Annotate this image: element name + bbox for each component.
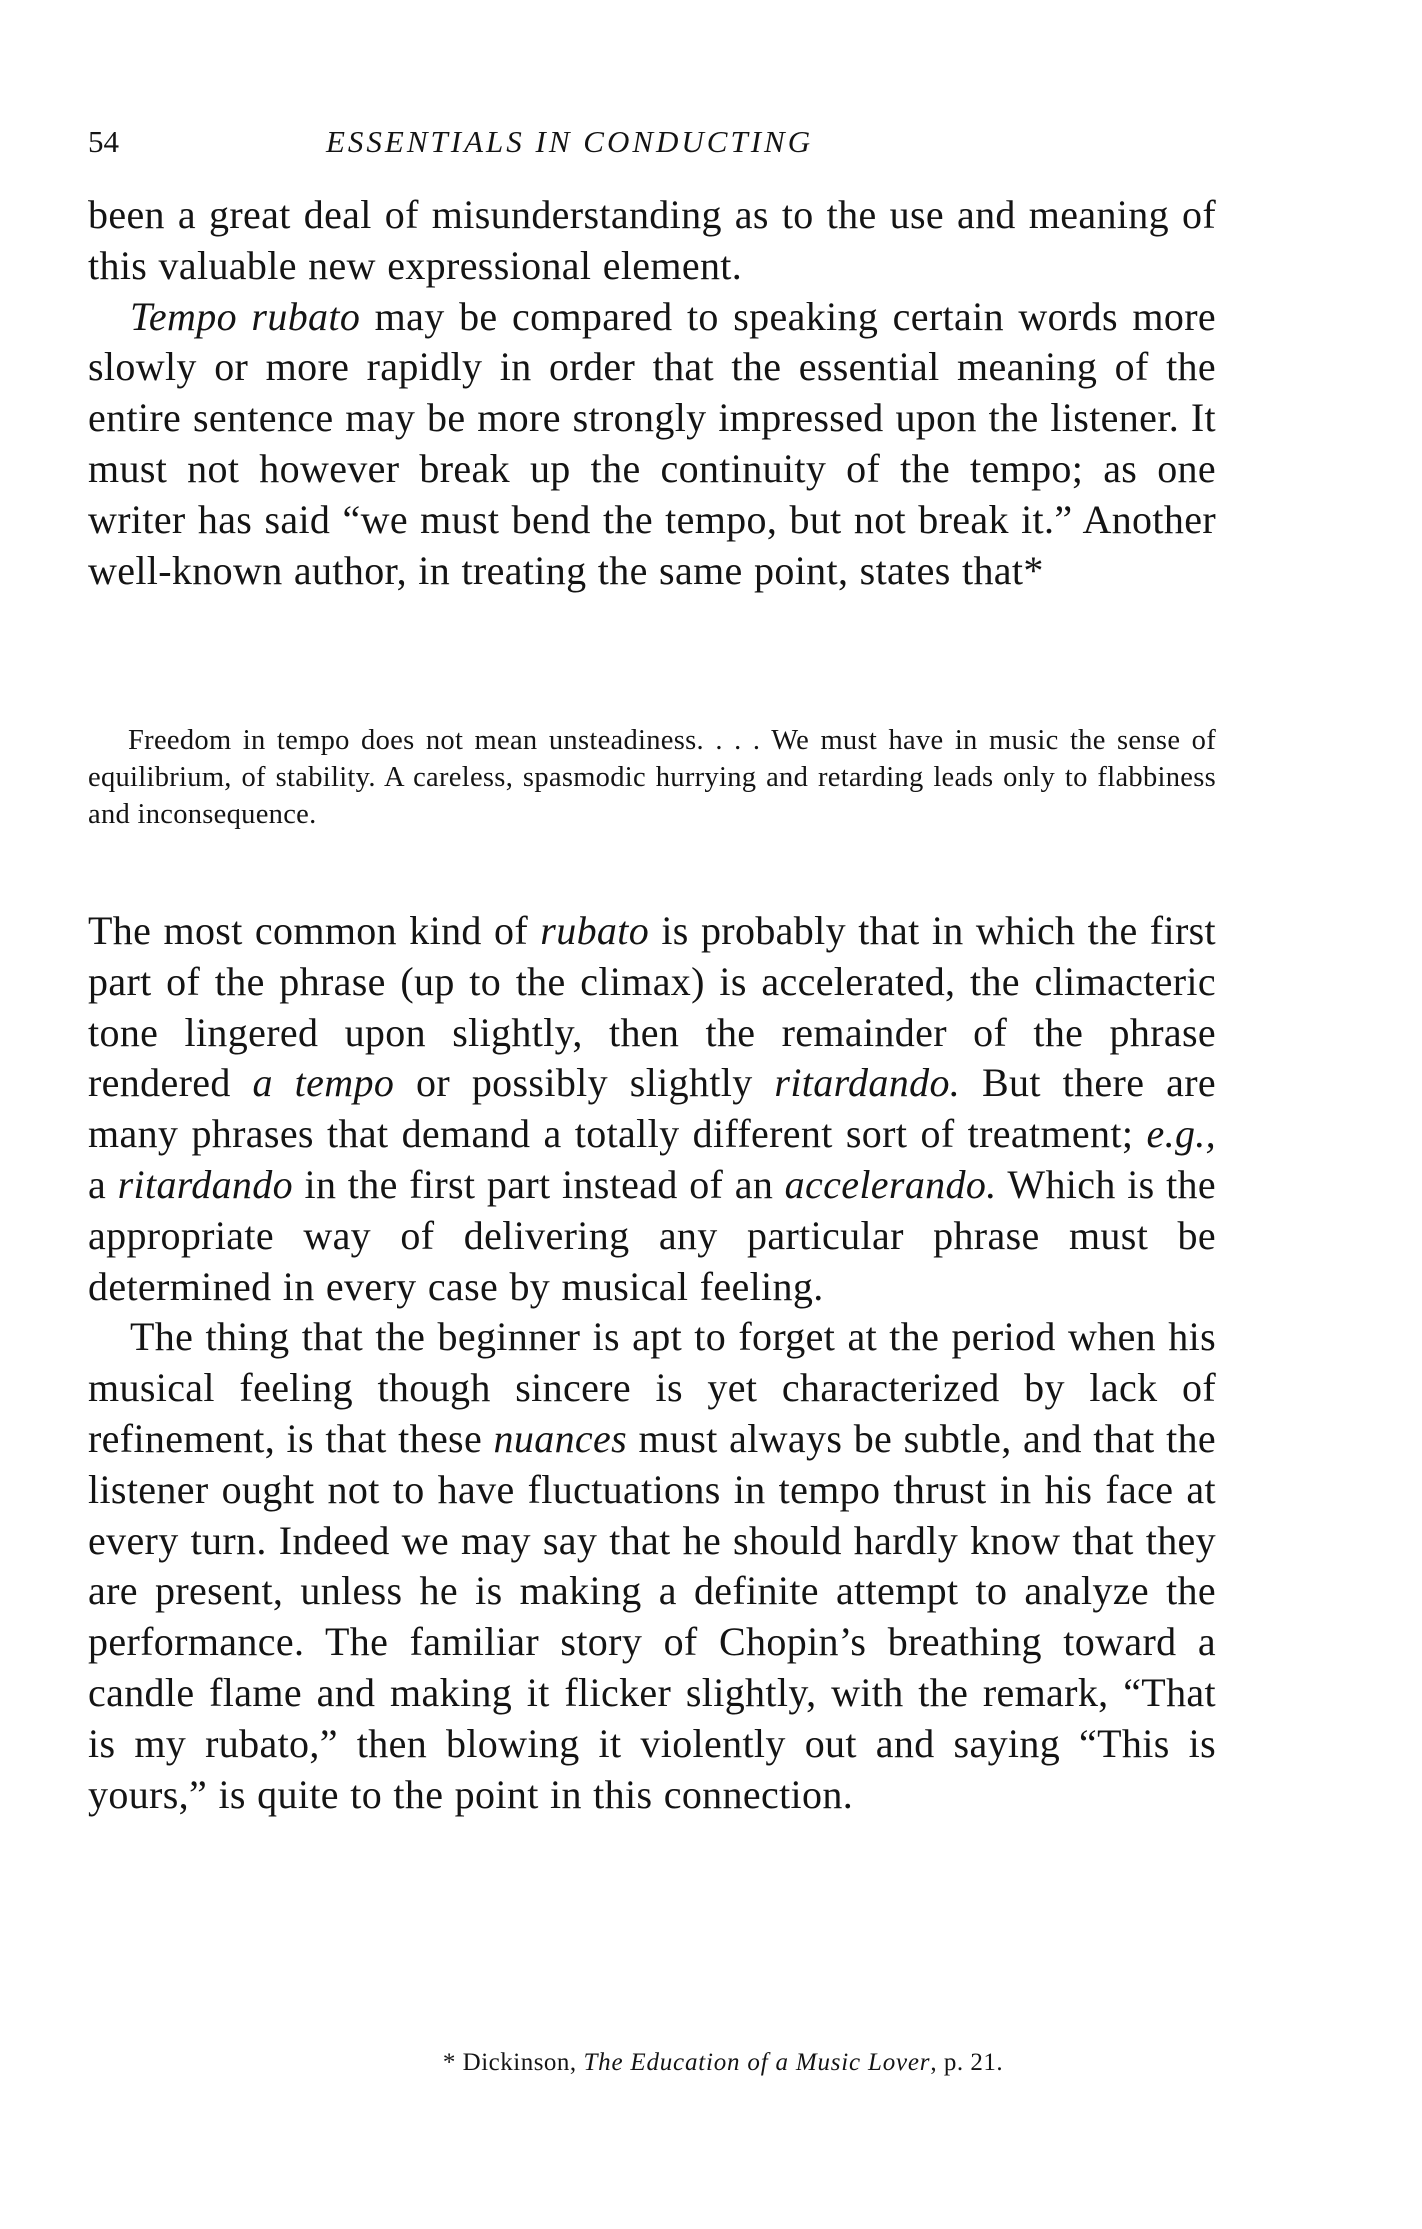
upper-text-block [88,190,1216,596]
italic-term: accelerando. [784,1161,997,1207]
page-number: 54 [88,124,119,159]
italic-term: e.g., [1146,1111,1216,1157]
italic-term: Tempo rubato [130,293,361,339]
paragraph-common-rubato: The most common kind of rubato is probably that in which the first part of the phrase (up to the climax) is accelerated, the climacteric tone lingered upon slightly, then the remainder of the phrase rendered a tempo or possibly slightly ritardando. But there are many phrases that demand a totally different sort of treatment; e.g., a ritardando in the first part instead of an accelerando. Which is the appropriate way of delivering any particular phrase must be determined in every case by musical feeling. [88,908,1217,1309]
paragraph-continued: been a great deal of misunderstanding as to the use and meaning of this valuable new expressional element. [88,192,1216,288]
block-quote: Freedom in tempo does not mean unsteadiness. . . . We must have in music the sense of equilibrium, of stability. A careless, spasmodic hurrying and retarding leads only to flabbiness and inconsequence. [88,725,1216,830]
italic-term: ritardando. [774,1060,961,1106]
footnote-book-title: The Education of a Music Lover [583,2049,931,2076]
paragraph-beginner: The thing that the beginner is apt to forget at the period when his musical feeling though sincere is yet characterized by lack of refinement, is that these nuances must always be subtle, and that the listener ought not to have fluctuations in tempo thrust in his face at every turn. Indeed we may say that he should hardly know that they are present, unless he is making a definite attempt to analyze the performance. The familiar story of Chopin’s breathing toward a candle flame and making it flicker slightly, with the remark, “That is my rubato,” then blowing it violently out and saying “This is yours,” is quite to the point in this connection. [88,1314,1216,1817]
italic-term: ritardando [117,1161,293,1207]
running-head [88,120,1223,164]
italic-term: nuances [493,1415,628,1461]
footnote: * Dickinson, The Education of a Music Lover, p. 21. [442,2049,1004,2076]
italic-term: a tempo [252,1060,395,1106]
lower-text-block [88,906,1216,1820]
running-title: ESSENTIALS IN CONDUCTING [326,124,814,159]
italic-term: rubato [540,908,650,953]
paragraph-tempo-rubato: Tempo rubato may be compared to speaking certain words more slowly or more rapidly in order that the essential meaning of the entire sentence may be more strongly impressed upon the listener. It must not however break up the continuity of the tempo; as one writer has said “we must bend the tempo, but not break it.” Another well-known author, in treating the same point, states that* [88,293,1216,593]
